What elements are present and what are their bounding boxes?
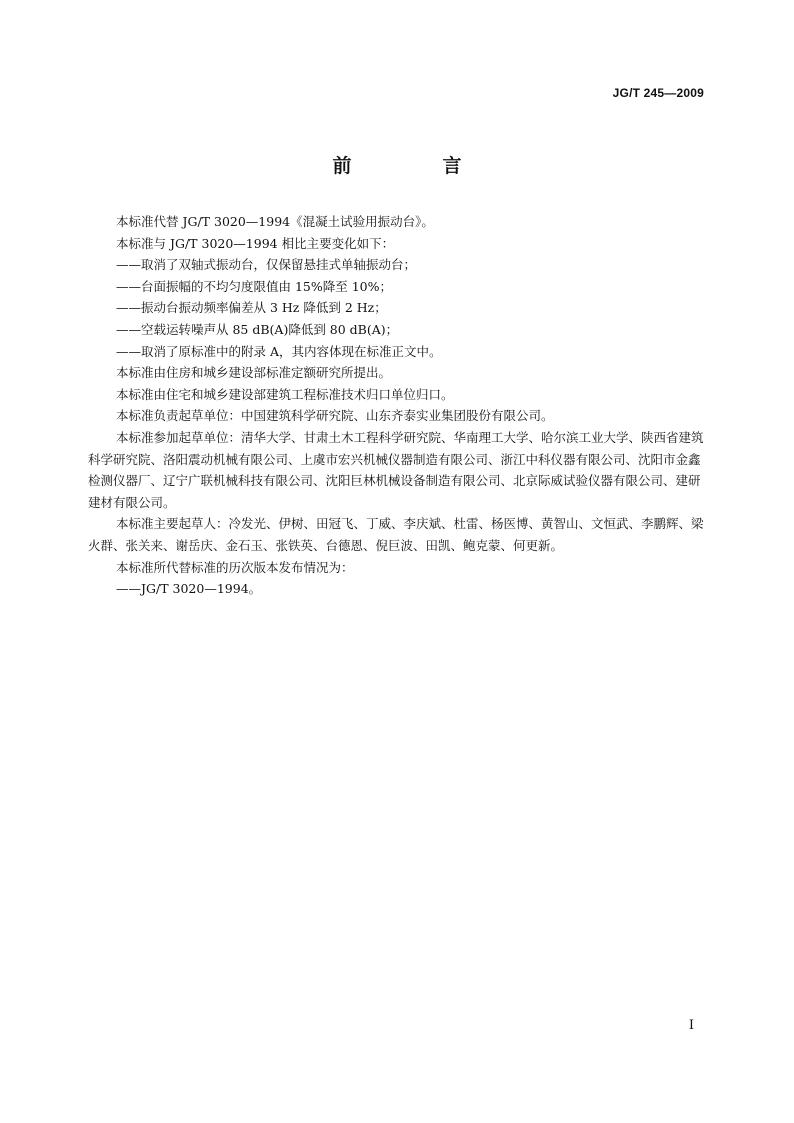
page-number: I bbox=[688, 1018, 694, 1033]
change-item: ——振动台振动频率偏差从 3 Hz 降低到 2 Hz； bbox=[116, 300, 387, 316]
change-item: ——取消了双轴式振动台，仅保留悬挂式单轴振动台； bbox=[116, 257, 417, 273]
change-item: ——取消了原标准中的附录 A，其内容体现在标准正文中。 bbox=[116, 343, 442, 359]
previous-edition-item: ——JG/T 3020—1994。 bbox=[116, 581, 262, 597]
paragraph-proposer: 本标准由住房和城乡建设部标准定额研究所提出。 bbox=[116, 365, 392, 381]
section-title: 前 言 bbox=[332, 155, 498, 177]
foreword-body bbox=[88, 211, 708, 600]
standard-code: JG/T 245—2009 bbox=[612, 86, 704, 100]
paragraph-lead-drafters: 本标准负责起草单位：中国建筑科学研究院、山东齐泰实业集团股份有限公司。 bbox=[116, 408, 554, 424]
paragraph-previous-editions: 本标准所代替标准的历次版本发布情况为： bbox=[116, 559, 354, 575]
change-item: ——空载运转噪声从 85 dB(A)降低到 80 dB(A)； bbox=[116, 321, 399, 337]
paragraph-changes-intro: 本标准与 JG/T 3020—1994 相比主要变化如下： bbox=[116, 235, 395, 251]
paragraph-replaces: 本标准代替 JG/T 3020—1994《混凝土试验用振动台》。 bbox=[116, 214, 434, 229]
change-item: ——台面振幅的不均匀度限值由 15%降至 10%； bbox=[116, 278, 393, 294]
paragraph-participating-drafters: 本标准参加起草单位：清华大学、甘肃土木工程科学研究院、华南理工大学、哈尔滨工业大学、陕西省建筑科学研究院、洛阳震动机械有限公司、上虞市宏兴机械仪器制造有限公司、浙江中科仪器有限公司、沈阳市金鑫检测仪器厂、辽宁广联机械科技有限公司、沈阳巨林机械设备制造有限公司、北京际威试验仪器有限公司、建研建材有限公司。 bbox=[88, 429, 704, 510]
paragraph-centralized-unit: 本标准由住宅和城乡建设部建筑工程标准技术归口单位归口。 bbox=[116, 386, 454, 402]
paragraph-main-drafters: 本标准主要起草人：冷发光、伊树、田冠飞、丁威、李庆斌、杜雷、杨医博、黄智山、文恒武、李鹏辉、梁火群、张关来、谢岳庆、金石玉、张铁英、台德恩、倪巨波、田凯、鲍克蒙、何更新。 bbox=[88, 516, 704, 553]
